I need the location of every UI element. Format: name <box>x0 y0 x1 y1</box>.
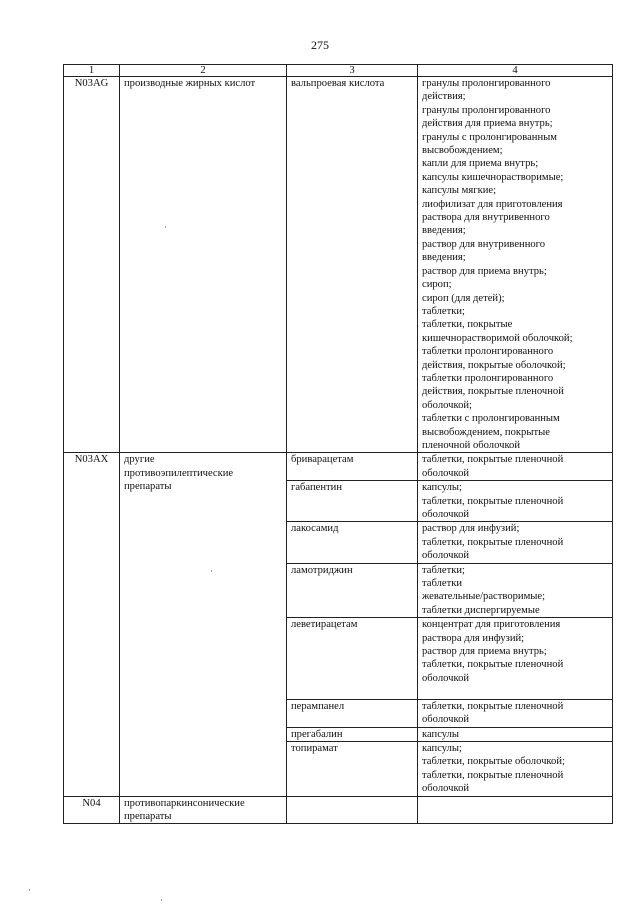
atc-code-cell: N03AX <box>64 453 120 796</box>
dosage-form-cell-line: капли для приема внутрь; <box>422 158 539 170</box>
table-row <box>64 796 613 824</box>
drug-name-cell-line: лакосамид <box>291 523 339 535</box>
dosage-form-cell-line: таблетки, покрытые пленочной <box>422 495 564 507</box>
dosage-form-cell-line: оболочкой <box>422 714 470 726</box>
dosage-form-cell-line: таблетки, покрытые пленочной <box>422 536 564 548</box>
dosage-form-cell-line: действия для приема внутрь; <box>422 118 553 130</box>
drug-name-cell-line: габапентин <box>291 482 343 494</box>
group-name-cell-line: противопаркинсонические <box>124 797 245 809</box>
atc-code-cell: N03AG <box>64 77 120 453</box>
drug-name-cell <box>287 699 418 727</box>
dosage-form-cell-line: гранулы пролонгированного <box>422 104 551 116</box>
table-body <box>64 77 613 824</box>
dosage-form-cell-line: таблетки; <box>422 305 465 317</box>
group-name-cell <box>120 796 287 824</box>
dosage-form-cell-line: оболочкой <box>422 783 470 795</box>
group-name-cell <box>120 77 287 453</box>
dosage-form-cell-line: раствор для внутривенного <box>422 238 546 250</box>
drug-name-cell <box>287 522 418 563</box>
dosage-form-cell-line: кишечнорастворимой оболочкой; <box>422 332 573 344</box>
column-header: 4 <box>418 65 613 77</box>
dosage-form-cell-line: оболочкой <box>422 509 470 520</box>
dosage-form-cell-line: введения; <box>422 225 466 237</box>
scan-speck: · <box>164 222 167 232</box>
dosage-form-cell-line: пленочной оболочкой <box>422 439 521 451</box>
group-name-cell-line: препараты <box>124 481 172 493</box>
dosage-form-cell-line: высвобождением; <box>422 145 503 157</box>
dosage-form-cell-line: сироп (для детей); <box>422 292 505 304</box>
page-number: 275 <box>311 38 329 52</box>
column-header: 2 <box>120 65 287 77</box>
dosage-form-cell <box>418 77 613 453</box>
dosage-form-cell-line: таблетки, покрытые пленочной <box>422 769 564 781</box>
drug-name-cell <box>287 727 418 741</box>
group-name-cell-line: производные жирных кислот <box>124 78 256 89</box>
dosage-form-cell-line: таблетки; <box>422 564 465 576</box>
dosage-form-cell-line: таблетки с пролонгированным <box>422 413 560 425</box>
dosage-form-cell-line: действия; <box>422 91 466 103</box>
dosage-form-cell-line: действия, покрытые пленочной <box>422 386 564 398</box>
dosage-form-cell-line: капсулы кишечнорастворимые; <box>422 171 564 183</box>
dosage-form-cell <box>418 522 613 563</box>
drug-name-cell-line: вальпроевая кислота <box>291 78 385 89</box>
dosage-form-cell <box>418 453 613 481</box>
dosage-form-cell-line: капсулы; <box>422 482 462 494</box>
group-name-cell-line: противоэпилептические <box>124 467 234 479</box>
dosage-form-cell-line: высвобождением, покрытые <box>422 426 550 438</box>
drug-name-cell-line: перампанел <box>291 700 345 712</box>
drug-name-cell-line: бриварацетам <box>291 454 354 466</box>
group-name-cell-line: препараты <box>124 810 172 822</box>
dosage-form-cell-line: таблетки пролонгированного <box>422 372 554 384</box>
drug-name-cell-line: леветирацетам <box>291 619 358 631</box>
drug-name-cell-line: топирамат <box>291 742 338 754</box>
dosage-form-cell <box>418 796 613 824</box>
dosage-form-cell-line: гранулы с пролонгированным <box>422 131 557 143</box>
dosage-form-cell-line: капсулы; <box>422 742 462 754</box>
dosage-form-cell-line: раствора для инфузий; <box>422 632 525 644</box>
dosage-form-cell-line: сироп; <box>422 279 452 291</box>
dosage-form-cell-line: раствор для приема внутрь; <box>422 265 547 277</box>
dosage-form-cell-line: таблетки, покрытые пленочной <box>422 659 564 671</box>
group-name-cell-line: другие <box>124 454 155 466</box>
dosage-form-cell-line: капсулы мягкие; <box>422 185 497 197</box>
dosage-form-cell-line <box>422 685 608 698</box>
dosage-form-cell-line: капсулы <box>422 728 460 740</box>
drug-name-cell <box>287 453 418 481</box>
table-header-row <box>64 65 613 77</box>
drug-name-cell <box>287 796 418 824</box>
dosage-form-cell-line <box>422 797 608 810</box>
drug-name-cell <box>287 481 418 522</box>
dosage-form-cell-line: таблетки диспергируемые <box>422 604 540 616</box>
scan-speck: · <box>160 895 163 905</box>
column-header: 3 <box>287 65 418 77</box>
drug-name-cell-line: прегабалин <box>291 728 343 740</box>
dosage-form-cell <box>418 563 613 618</box>
dosage-form-cell-line: жевательные/растворимые; <box>422 591 546 603</box>
dosage-form-cell-line: введения; <box>422 252 466 264</box>
dosage-form-cell <box>418 481 613 522</box>
dosage-form-cell-line: оболочкой <box>422 550 470 562</box>
dosage-form-cell-line: оболочкой <box>422 672 470 684</box>
dosage-form-cell-line: раствор для приема внутрь; <box>422 646 547 658</box>
drug-name-cell <box>287 563 418 618</box>
dosage-form-cell <box>418 741 613 796</box>
dosage-form-cell-line: оболочкой; <box>422 399 472 411</box>
atc-code-cell: N04 <box>64 796 120 824</box>
group-name-cell <box>120 453 287 796</box>
dosage-form-cell-line: таблетки, покрытые пленочной <box>422 700 564 712</box>
drug-name-cell-line: ламотриджин <box>291 564 353 576</box>
dosage-form-cell-line: концентрат для приготовления <box>422 619 561 631</box>
dosage-form-cell-line: действия, покрытые оболочкой; <box>422 359 566 371</box>
drug-table <box>63 64 613 824</box>
dosage-form-cell-line: таблетки, покрытые <box>422 319 513 331</box>
drug-name-cell <box>287 741 418 796</box>
drug-name-cell <box>287 618 418 699</box>
dosage-form-cell-line: гранулы пролонгированного <box>422 78 551 89</box>
dosage-form-cell-line: оболочкой <box>422 467 470 479</box>
table-row <box>64 77 613 453</box>
drug-name-cell-line <box>291 797 413 810</box>
table-row <box>64 453 613 481</box>
scan-speck: · <box>210 566 213 576</box>
dosage-form-cell-line: таблетки, покрытые пленочной <box>422 454 564 466</box>
dosage-form-cell-line: таблетки <box>422 578 463 590</box>
dosage-form-cell <box>418 727 613 741</box>
dosage-form-cell-line: лиофилизат для приготовления <box>422 198 563 210</box>
dosage-form-cell-line: таблетки, покрытые оболочкой; <box>422 756 565 768</box>
column-header: 1 <box>64 65 120 77</box>
dosage-form-cell <box>418 618 613 699</box>
dosage-form-cell-line: таблетки пролонгированного <box>422 346 554 358</box>
drug-name-cell <box>287 77 418 453</box>
dosage-form-cell <box>418 699 613 727</box>
dosage-form-cell-line: раствора для внутривенного <box>422 212 550 224</box>
scan-speck: · <box>28 885 31 895</box>
dosage-form-cell-line: раствор для инфузий; <box>422 523 520 535</box>
